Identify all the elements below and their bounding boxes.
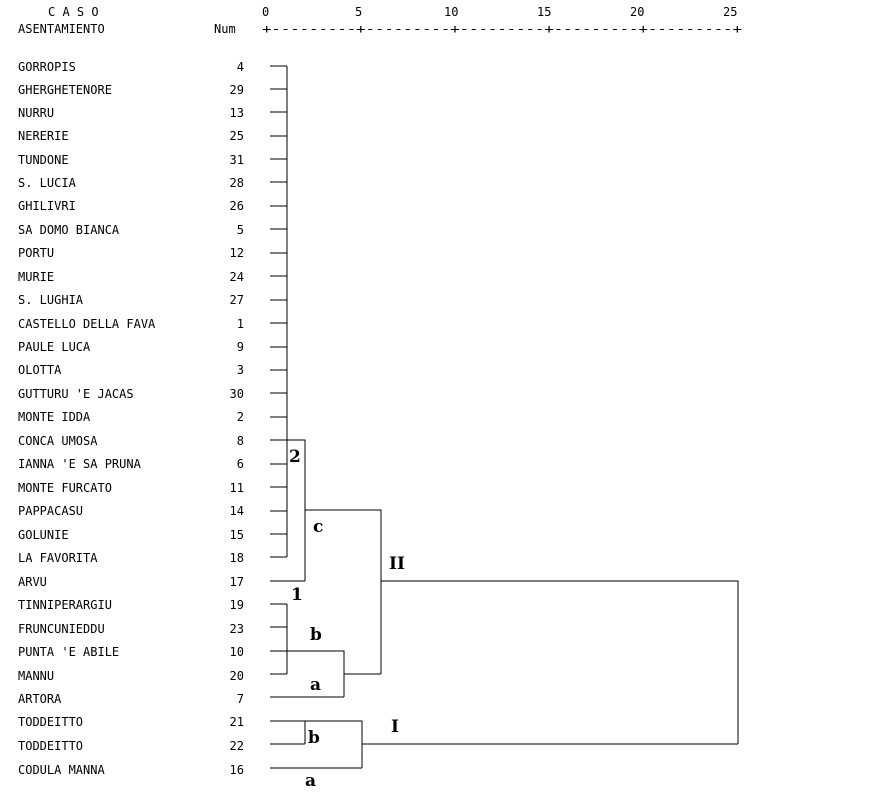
case-num: 31 (229, 153, 244, 167)
cluster-1-branch (270, 604, 287, 674)
cluster-label-a-lower: a (305, 771, 317, 791)
cluster-b-lower-branch (270, 721, 305, 744)
case-num: 8 (236, 434, 244, 448)
case-num: 23 (229, 622, 244, 636)
case-name: ARTORA (18, 692, 62, 706)
case-num: 29 (229, 83, 244, 97)
case-name: CASTELLO DELLA FAVA (18, 317, 156, 331)
case-name: TINNIPERARGIU (18, 598, 112, 612)
case-num: 18 (229, 551, 244, 565)
cluster-label-1: 1 (291, 585, 303, 605)
cluster-label-b-upper: b (310, 625, 322, 645)
case-list (18, 60, 244, 777)
case-name: GHILIVRI (18, 199, 76, 213)
case-name: MURIE (18, 270, 55, 284)
case-num: 19 (229, 598, 244, 612)
scale-rule: +---------+---------+---------+---------+---------+ (262, 22, 742, 36)
cluster-label-II: II (389, 554, 405, 574)
case-num: 6 (236, 457, 244, 471)
case-num: 4 (236, 60, 244, 74)
case-name: TUNDONE (18, 153, 69, 167)
scale-tick-25: 25 (723, 5, 738, 19)
case-num: 27 (229, 293, 244, 307)
case-num: 10 (229, 645, 244, 659)
case-name: S. LUCIA (18, 176, 76, 190)
scale-tick-15: 15 (537, 5, 552, 19)
case-name: NURRU (18, 106, 55, 120)
header (18, 5, 742, 36)
scale-tick-10: 10 (444, 5, 459, 19)
case-num: 11 (229, 481, 244, 495)
case-num: 9 (236, 340, 244, 354)
cluster-label-2: 2 (289, 447, 301, 467)
cluster-label-b-lower: b (308, 728, 320, 748)
case-num: 28 (229, 176, 244, 190)
case-name: PAPPACASU (18, 504, 84, 518)
case-num: 30 (229, 387, 244, 401)
case-name: CONCA UMOSA (18, 434, 98, 448)
case-num: 17 (229, 575, 244, 589)
case-name: LA FAVORITA (18, 551, 98, 565)
case-name: GUTTURU 'E JACAS (18, 387, 134, 401)
case-name: SA DOMO BIANCA (18, 223, 120, 237)
case-name: PAULE LUCA (18, 340, 91, 354)
case-num: 7 (236, 692, 244, 706)
case-name: OLOTTA (18, 363, 62, 377)
case-num: 21 (229, 715, 244, 729)
case-name: GOLUNIE (18, 528, 69, 542)
case-num: 15 (229, 528, 244, 542)
cluster-label-a-upper: a (310, 675, 322, 695)
case-name: PORTU (18, 246, 55, 260)
asentamiento-heading: ASENTAMIENTO (18, 22, 105, 36)
case-num: 3 (236, 363, 244, 377)
case-name: S. LUGHIA (18, 293, 84, 307)
case-name: GHERGHETENORE (18, 83, 112, 97)
caso-heading: C A S O (48, 5, 99, 19)
case-num: 13 (229, 106, 244, 120)
case-name: NERERIE (18, 129, 69, 143)
case-name: CODULA MANNA (18, 763, 105, 777)
dendrogram-tree (270, 66, 738, 768)
case-name: GORROPIS (18, 60, 76, 74)
case-num: 16 (229, 763, 244, 777)
num-heading: Num (214, 22, 236, 36)
case-name: MANNU (18, 669, 55, 683)
case-name: MONTE FURCATO (18, 481, 112, 495)
cluster-labels (289, 447, 405, 791)
case-num: 25 (229, 129, 244, 143)
case-num: 5 (236, 223, 244, 237)
case-num: 12 (229, 246, 244, 260)
cluster-label-I: I (391, 717, 399, 737)
case-name: TODDEITTO (18, 739, 84, 753)
case-name: IANNA 'E SA PRUNA (18, 457, 141, 471)
cluster-label-c: c (313, 517, 324, 537)
case-num: 24 (229, 270, 244, 284)
case-name: TODDEITTO (18, 715, 84, 729)
case-name: MONTE IDDA (18, 410, 91, 424)
cluster-main-leaves (270, 66, 287, 557)
case-num: 2 (236, 410, 244, 424)
case-name: FRUNCUNIEDDU (18, 622, 105, 636)
case-num: 1 (236, 317, 244, 331)
scale-tick-0: 0 (262, 5, 270, 19)
case-num: 20 (229, 669, 244, 683)
case-num: 22 (229, 739, 244, 753)
scale-tick-20: 20 (630, 5, 645, 19)
scale-tick-5: 5 (355, 5, 363, 19)
cluster-II-branch (381, 581, 738, 744)
case-num: 26 (229, 199, 244, 213)
case-name: PUNTA 'E ABILE (18, 645, 120, 659)
case-num: 14 (229, 504, 244, 518)
case-name: ARVU (18, 575, 47, 589)
